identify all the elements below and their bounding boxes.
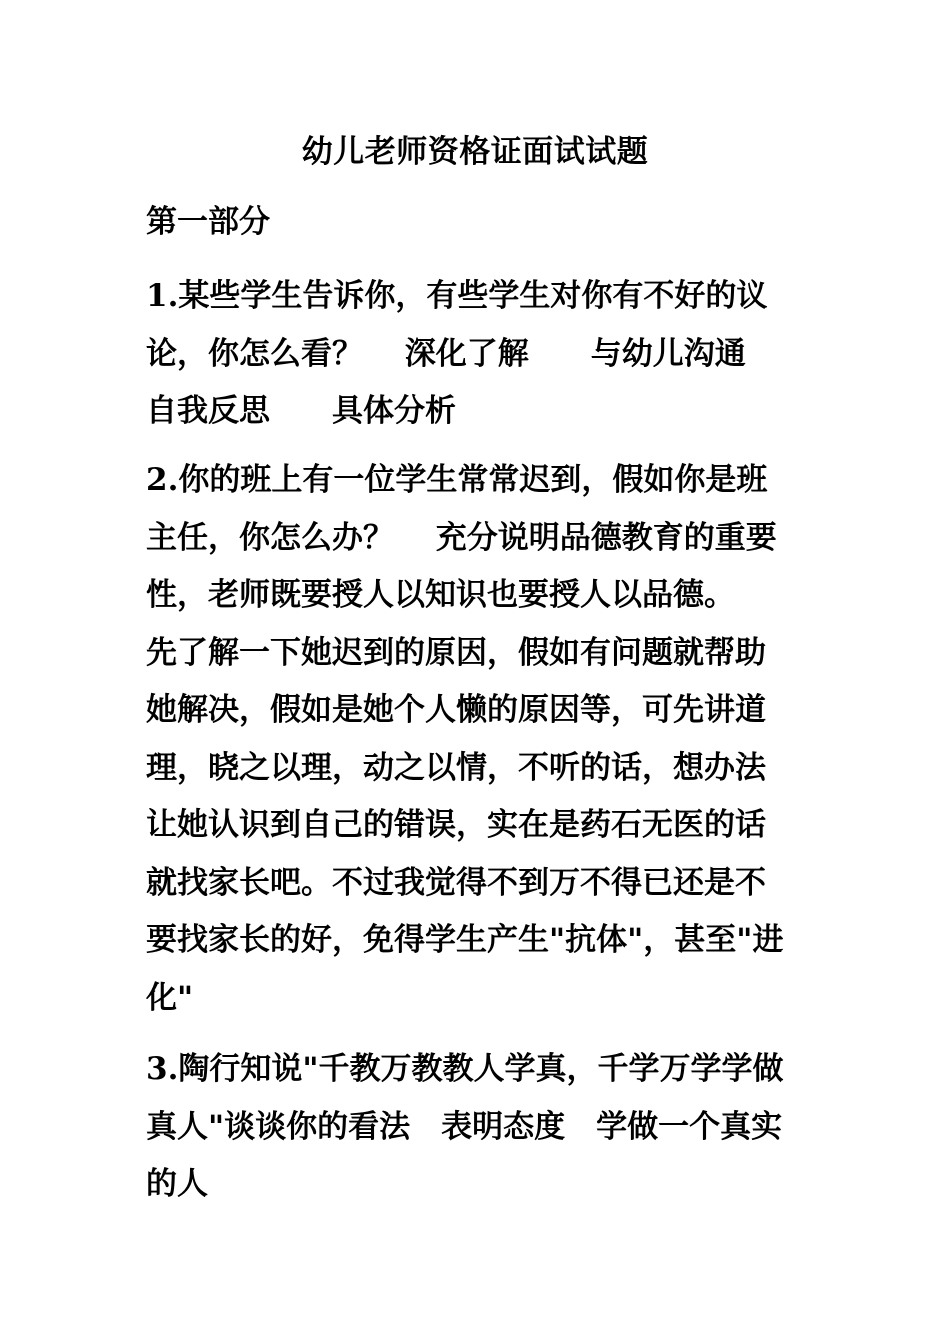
question-2-line: 让她认识到自己的错误，实在是药石无医的话 <box>146 807 766 843</box>
question-2-line: 2.你的班上有一位学生常常迟到，假如你是班 <box>146 462 768 498</box>
question-2-line: 就找家长吧。不过我觉得不到万不得已还是不 <box>146 864 766 901</box>
question-2 <box>146 452 811 1027</box>
question-2-line: 理，晓之以理，动之以情，不听的话，想办法 <box>146 749 766 786</box>
question-3 <box>146 1041 811 1214</box>
question-1-line: 1.某些学生告诉你，有些学生对你有不好的议 <box>146 278 768 314</box>
question-2-line: 她解决，假如是她个人懒的原因等，可先讲道 <box>146 692 766 728</box>
document-title: 幼儿老师资格证面试试题 <box>301 134 649 170</box>
question-2-line: 要找家长的好，免得学生产生"抗体"，甚至"进 <box>146 922 784 958</box>
question-2-line: 先了解一下她迟到的原因，假如有问题就帮助 <box>146 634 766 671</box>
question-1-line: 自我反思 具体分析 <box>146 393 456 429</box>
section-heading: 第一部分 <box>146 204 270 240</box>
question-2-line: 化" <box>146 979 194 1016</box>
question-3-line: 真人"谈谈你的看法 表明态度 学做一个真实 <box>146 1108 783 1145</box>
question-2-line: 主任，你怎么办？ 充分说明品德教育的重要 <box>146 519 777 556</box>
question-3-line: 的人 <box>146 1166 208 1202</box>
question-1-line: 论，你怎么看？ 深化了解 与幼儿沟通 <box>146 335 746 372</box>
question-3-line: 3.陶行知说"千教万教教人学真，千学万学学做 <box>146 1051 784 1087</box>
question-2-line: 性，老师既要授人以知识也要授人以品德。 <box>146 577 735 613</box>
question-1 <box>146 268 811 441</box>
